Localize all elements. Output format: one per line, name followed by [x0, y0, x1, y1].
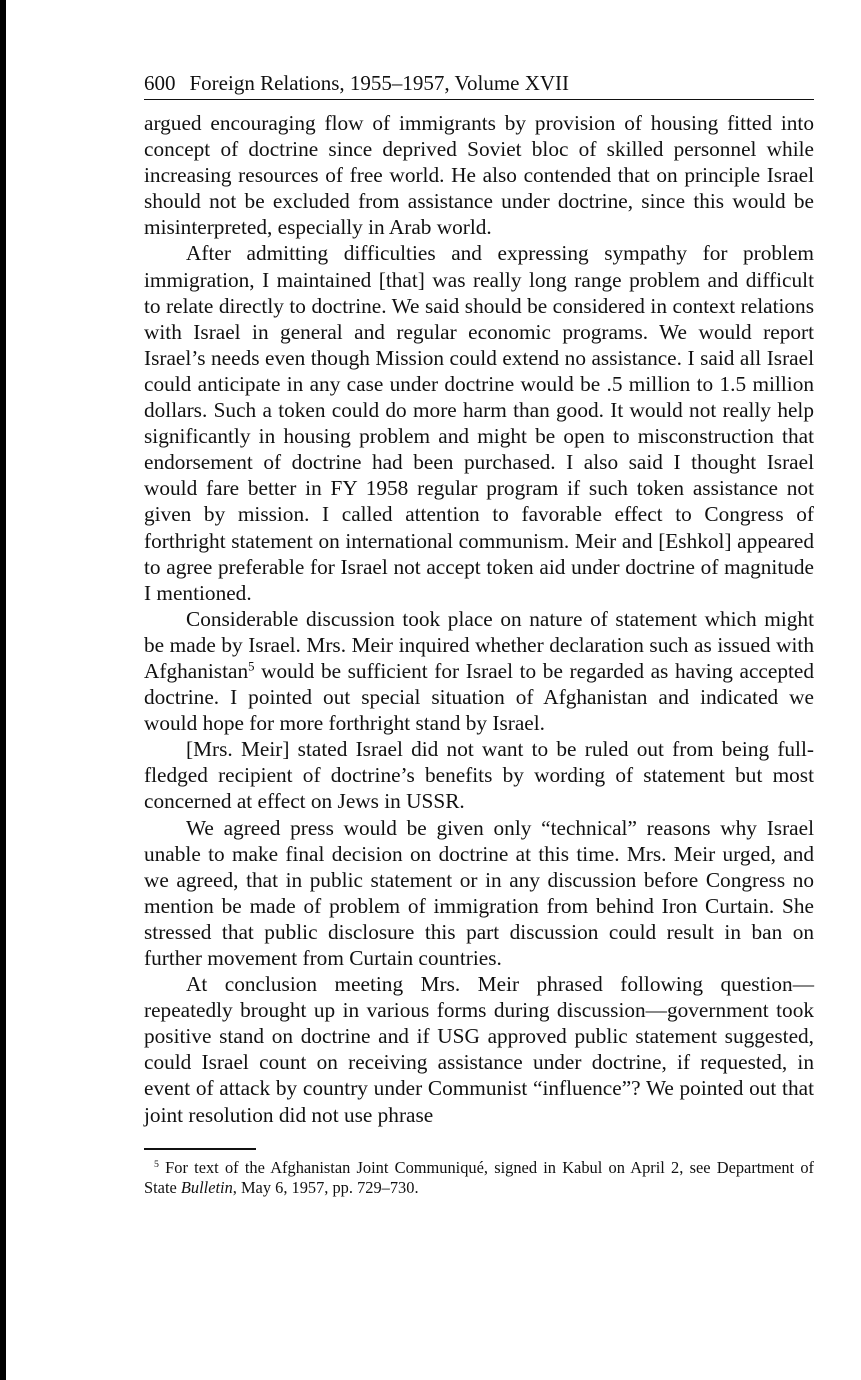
- paragraph-text: would be sufficient for Israel to be regarded as having accepted doctrine. I pointed out special situation of Afghanistan and indicated we would hope for more forthright stand by Israel.: [144, 658, 814, 736]
- scan-edge: [0, 0, 6, 1380]
- running-title: Foreign Relations, 1955–1957, Volume XVII: [189, 71, 570, 95]
- paragraph: [144, 606, 814, 736]
- body-text: [144, 110, 814, 1128]
- footnote: [144, 1158, 814, 1198]
- footnote-number: 5: [154, 1158, 159, 1170]
- footnote-divider: [144, 1148, 256, 1150]
- footnote-text: For text of the Afghanistan Joint Communiqué, signed in Kabul on April 2, see Department of State: [144, 1157, 814, 1197]
- paragraph-text: Considerable discussion took place on nature of statement which might be made by Israel. Mrs. Meir inquired whether declaration such as issued with Afghanistan: [144, 606, 814, 683]
- footnote-reference[interactable]: 5: [248, 659, 255, 674]
- document-page: [144, 68, 814, 1198]
- paragraph: After admitting difficulties and expressing sympathy for problem immigration, I maintained [that] was really long range problem and difficult to relate directly to doctrine. We said should be considered in context relations with Israel in general and regular economic programs. We would report Israel’s needs even though Mission could extend no assistance. I said all Israel could anticipate in any case under doctrine would be .5 million to 1.5 million dollars. Such a token could do more harm than good. It would not really help significantly in housing problem and might be open to misconstruction that endorsement of doctrine had been purchased. I also said I thought Israel would fare better in FY 1958 regular program if such token assistance not given by mission. I called attention to favorable effect to Congress of forthright statement on international communism. Meir and [Eshkol] appeared to agree preferable for Israel not accept token aid under doctrine of magnitude I mentioned.: [144, 241, 814, 605]
- page-number: 600: [144, 71, 176, 95]
- running-header: [144, 68, 814, 100]
- footnote-publication: Bulletin: [180, 1177, 233, 1197]
- paragraph: [Mrs. Meir] stated Israel did not want to be ruled out from being full-fledged recipient of doctrine’s benefits by wording of statement but most concerned at effect on Jews in USSR.: [144, 737, 814, 814]
- paragraph: We agreed press would be given only “technical” reasons why Israel unable to make final decision on doctrine at this time. Mrs. Meir urged, and we agreed, that in public statement or in any discussion before Congress no mention be made of problem of immigration from behind Iron Curtain. She stressed that public disclosure this part discussion could result in ban on further movement from Curtain countries.: [144, 815, 814, 970]
- footnote-text: , May 6, 1957, pp. 729–730.: [232, 1177, 419, 1197]
- paragraph: argued encouraging flow of immigrants by provision of housing fitted into concept of doctrine since deprived Soviet bloc of skilled personnel while increasing resources of free world. He also contended that on principle Israel should not be excluded from assistance under doctrine, since this would be misinterpreted, especially in Arab world.: [144, 111, 814, 240]
- paragraph: At conclusion meeting Mrs. Meir phrased following question—repeatedly brought up in various forms during discussion—government took positive stand on doctrine and if USG approved public statement suggested, could Israel count on receiving assistance under doctrine, if requested, in event of attack by country under Communist “influence”? We pointed out that joint resolution did not use phrase: [144, 972, 814, 1127]
